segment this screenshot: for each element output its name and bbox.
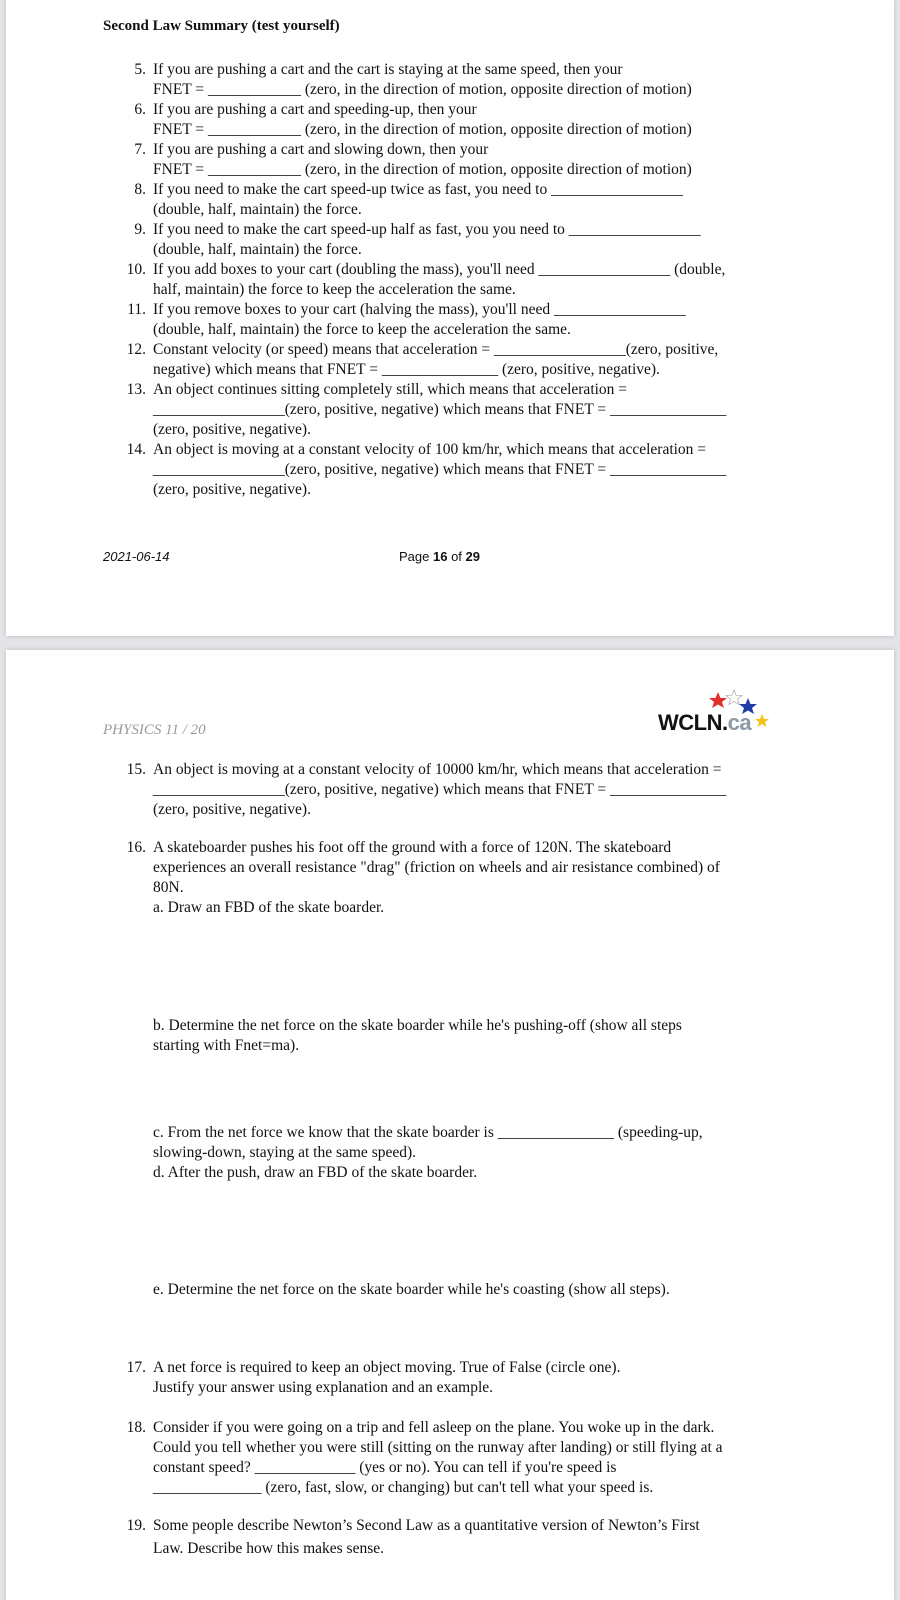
question-number: 5. <box>134 61 146 78</box>
question-number: 7. <box>134 141 146 158</box>
question-text: FNET = ____________ (zero, in the direction of motion, opposite direction of motion) <box>153 121 692 138</box>
logo-ca-text: ca <box>727 710 752 735</box>
question-text: negative) which means that FNET = _______________ (zero, positive, negative). <box>153 361 660 378</box>
page-of: of <box>447 549 466 564</box>
question-text: (zero, positive, negative). <box>153 421 311 438</box>
question-text: If you are pushing a cart and speeding-up, then your <box>153 101 477 118</box>
wcln-logo <box>656 688 776 738</box>
subquestion-c-cont: slowing-down, staying at the same speed). <box>153 1144 417 1161</box>
question-number: 9. <box>134 221 146 238</box>
total-pages: 29 <box>465 549 480 564</box>
question-number: 14. <box>126 441 146 458</box>
question-text: constant speed? _____________ (yes or no). You can tell if you're speed is <box>153 1459 617 1476</box>
footer-date: 2021-06-14 <box>103 549 170 564</box>
section-heading: Second Law Summary (test yourself) <box>103 18 340 34</box>
question-text: Law. Describe how this makes sense. <box>153 1540 385 1557</box>
question-text: (double, half, maintain) the force. <box>153 241 362 258</box>
question-text: If you remove boxes to your cart (halving the mass), you'll need _________________ <box>153 301 686 318</box>
question-text: An object continues sitting completely still, which means that acceleration = <box>153 381 628 398</box>
course-header: PHYSICS 11 / 20 <box>103 722 206 738</box>
subquestion-a: a. Draw an FBD of the skate boarder. <box>153 899 385 916</box>
question-text: If you need to make the cart speed-up twice as fast, you need to _________________ <box>153 181 683 198</box>
question-text: half, maintain) the force to keep the acceleration the same. <box>153 281 516 298</box>
question-text: FNET = ____________ (zero, in the direction of motion, opposite direction of motion) <box>153 161 692 178</box>
question-text: If you add boxes to your cart (doubling the mass), you'll need _________________ (double, <box>153 261 726 278</box>
question-number: 19. <box>126 1517 146 1534</box>
question-number: 18. <box>126 1419 146 1436</box>
document-page-16 <box>6 0 894 636</box>
logo-wordmark <box>658 710 751 736</box>
question-text: (double, half, maintain) the force to keep the acceleration the same. <box>153 321 571 338</box>
question-number: 17. <box>126 1359 146 1376</box>
question-text: experiences an overall resistance "drag" (friction on wheels and air resistance combined) of <box>153 859 720 876</box>
logo-text: WCLN. <box>658 710 728 735</box>
question-number: 6. <box>134 101 146 118</box>
question-text: A skateboarder pushes his foot off the ground with a force of 120N. The skateboard <box>153 839 672 856</box>
question-text: Constant velocity (or speed) means that acceleration = _________________(zero, positive, <box>153 341 719 358</box>
question-text: ______________ (zero, fast, slow, or changing) but can't tell what your speed is. <box>153 1479 654 1496</box>
page-label: Page <box>399 549 433 564</box>
current-page: 16 <box>432 549 448 564</box>
question-text: If you are pushing a cart and the cart is staying at the same speed, then your <box>153 61 623 78</box>
question-text: If you need to make the cart speed-up half as fast, you you need to _________________ <box>153 221 701 238</box>
question-number: 8. <box>134 181 146 198</box>
question-text: Justify your answer using explanation and an example. <box>153 1379 494 1396</box>
footer-page-number <box>399 549 480 564</box>
question-number: 12. <box>126 341 146 358</box>
question-text: _________________(zero, positive, negative) which means that FNET = _______________ <box>153 401 727 418</box>
question-text: (zero, positive, negative). <box>153 481 311 498</box>
question-text: FNET = ____________ (zero, in the direction of motion, opposite direction of motion) <box>153 81 692 98</box>
question-number: 15. <box>126 761 146 778</box>
question-text: (zero, positive, negative). <box>153 801 311 818</box>
question-number: 16. <box>126 839 146 856</box>
question-text: Some people describe Newton’s Second Law as a quantitative version of Newton’s First <box>153 1517 700 1534</box>
question-number: 11. <box>127 301 146 318</box>
subquestion-d: d. After the push, draw an FBD of the skate boarder. <box>153 1164 478 1181</box>
question-text: An object is moving at a constant velocity of 100 km/hr, which means that acceleration = <box>153 441 707 458</box>
document-page-17 <box>6 650 894 1600</box>
subquestion-c: c. From the net force we know that the skate boarder is _______________ (speeding-up, <box>153 1124 703 1141</box>
subquestion-b-cont: starting with Fnet=ma). <box>153 1037 300 1054</box>
question-text: _________________(zero, positive, negative) which means that FNET = _______________ <box>153 781 727 798</box>
question-text: A net force is required to keep an object moving. True of False (circle one). <box>153 1359 621 1376</box>
question-text: Consider if you were going on a trip and fell asleep on the plane. You woke up in the dark. <box>153 1419 715 1436</box>
question-number: 13. <box>126 381 146 398</box>
subquestion-b: b. Determine the net force on the skate boarder while he's pushing-off (show all steps <box>153 1017 682 1034</box>
question-text: An object is moving at a constant velocity of 10000 km/hr, which means that acceleration = <box>153 761 722 778</box>
subquestion-e: e. Determine the net force on the skate boarder while he's coasting (show all steps). <box>153 1281 670 1298</box>
question-text: If you are pushing a cart and slowing down, then your <box>153 141 489 158</box>
question-text: _________________(zero, positive, negative) which means that FNET = _______________ <box>153 461 727 478</box>
question-text: (double, half, maintain) the force. <box>153 201 362 218</box>
question-text: 80N. <box>153 879 184 896</box>
question-number: 10. <box>126 261 146 278</box>
question-text: Could you tell whether you were still (sitting on the runway after landing) or still flying at a <box>153 1439 723 1456</box>
